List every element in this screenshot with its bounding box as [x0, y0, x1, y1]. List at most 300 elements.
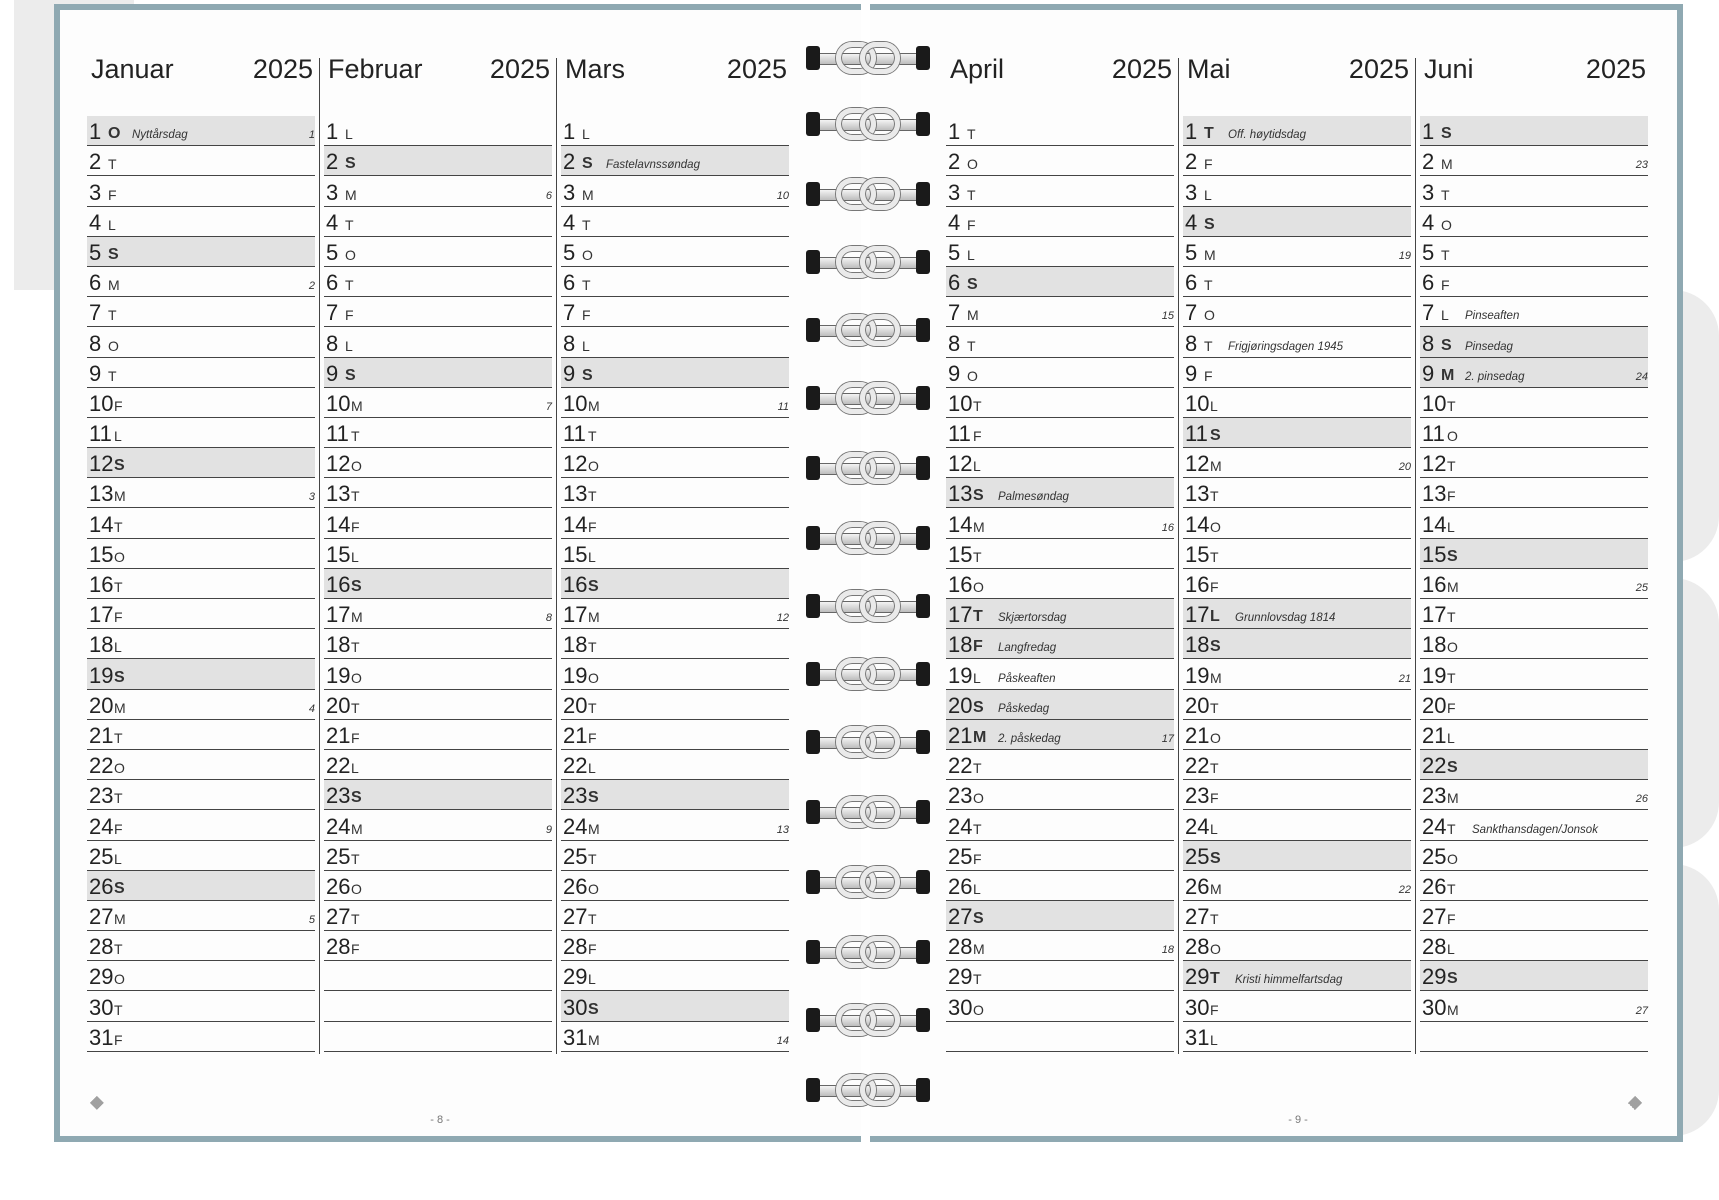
day-row[interactable]	[946, 388, 1174, 418]
day-row[interactable]	[1420, 448, 1648, 478]
day-number: 18	[326, 632, 351, 658]
month-column-januar	[87, 54, 315, 1054]
empty-row[interactable]	[1420, 1022, 1648, 1052]
day-row[interactable]	[1420, 267, 1648, 297]
day-row[interactable]	[946, 237, 1174, 267]
day-row[interactable]	[1183, 237, 1411, 267]
weekday-letter: F	[351, 941, 360, 958]
day-number: 3	[326, 179, 339, 205]
day-row[interactable]	[324, 388, 552, 418]
day-row[interactable]	[946, 690, 1174, 720]
day-row[interactable]	[1420, 690, 1648, 720]
day-row[interactable]	[1183, 418, 1411, 448]
day-row[interactable]	[561, 1022, 789, 1052]
month-name: Mars	[565, 54, 625, 84]
day-row[interactable]	[946, 116, 1174, 146]
day-row[interactable]	[946, 478, 1174, 508]
day-row[interactable]	[1183, 750, 1411, 780]
day-row[interactable]	[87, 720, 315, 750]
day-number: 10	[563, 390, 588, 416]
day-row[interactable]	[561, 841, 789, 871]
day-row[interactable]	[324, 297, 552, 327]
day-row[interactable]	[324, 810, 552, 840]
weekday-letter: M	[1441, 156, 1453, 173]
day-row[interactable]	[561, 931, 789, 961]
day-number: 2	[1185, 149, 1198, 175]
day-number: 7	[1422, 300, 1435, 326]
weekday-letter: O	[108, 337, 119, 354]
weekday-letter: O	[114, 971, 125, 988]
day-row[interactable]	[1420, 871, 1648, 901]
day-row[interactable]	[87, 659, 315, 689]
day-row[interactable]	[87, 750, 315, 780]
day-row[interactable]	[946, 720, 1174, 750]
day-row[interactable]	[87, 871, 315, 901]
day-number: 5	[326, 239, 339, 265]
day-row[interactable]	[561, 991, 789, 1021]
day-row[interactable]	[1420, 418, 1648, 448]
day-row[interactable]	[561, 750, 789, 780]
day-row[interactable]	[324, 690, 552, 720]
day-row[interactable]	[1183, 961, 1411, 991]
spiral-ring	[806, 866, 930, 898]
day-number: 26	[89, 873, 114, 899]
day-number: 27	[326, 904, 351, 930]
day-row[interactable]	[1420, 478, 1648, 508]
day-number: 20	[89, 692, 114, 718]
day-row[interactable]	[87, 931, 315, 961]
weekday-letter: T	[973, 548, 982, 565]
day-number: 22	[1185, 753, 1210, 779]
day-number: 18	[563, 632, 588, 658]
day-row[interactable]	[1420, 750, 1648, 780]
day-row[interactable]	[946, 810, 1174, 840]
day-row[interactable]	[324, 327, 552, 357]
weekday-letter: M	[1204, 246, 1216, 263]
day-row[interactable]	[561, 539, 789, 569]
day-row[interactable]	[324, 176, 552, 206]
day-number: 25	[948, 843, 973, 869]
month-header	[561, 54, 789, 90]
day-number: 24	[1422, 813, 1447, 839]
day-row[interactable]	[324, 780, 552, 810]
empty-row[interactable]	[324, 1022, 552, 1052]
weekday-letter: T	[1210, 911, 1219, 928]
weekday-letter: F	[588, 729, 597, 746]
day-row[interactable]	[561, 358, 789, 388]
day-number: 26	[1422, 873, 1447, 899]
day-number: 21	[89, 722, 114, 748]
day-row[interactable]	[561, 116, 789, 146]
day-row[interactable]	[324, 358, 552, 388]
day-number: 22	[89, 753, 114, 779]
weekday-letter: T	[114, 518, 123, 535]
day-row[interactable]	[1183, 780, 1411, 810]
day-row[interactable]	[561, 901, 789, 931]
day-number: 29	[89, 964, 114, 990]
month-name: Juni	[1424, 54, 1474, 84]
day-row[interactable]	[561, 297, 789, 327]
day-row[interactable]	[324, 539, 552, 569]
weekday-letter: S	[588, 1000, 599, 1018]
day-row[interactable]	[1183, 931, 1411, 961]
day-number: 7	[326, 300, 339, 326]
week-number: 3	[308, 491, 315, 504]
day-row[interactable]	[87, 297, 315, 327]
day-row[interactable]	[561, 690, 789, 720]
day-row[interactable]	[87, 901, 315, 931]
day-row[interactable]	[1420, 569, 1648, 599]
day-row[interactable]	[1420, 841, 1648, 871]
day-row[interactable]	[946, 358, 1174, 388]
day-row[interactable]	[1183, 267, 1411, 297]
weekday-letter: O	[973, 1001, 984, 1018]
day-row[interactable]	[946, 659, 1174, 689]
day-row[interactable]	[324, 478, 552, 508]
day-row[interactable]	[87, 961, 315, 991]
day-number: 19	[326, 662, 351, 688]
spiral-ring	[806, 936, 930, 968]
day-row[interactable]	[1420, 116, 1648, 146]
day-row[interactable]	[946, 901, 1174, 931]
day-row[interactable]	[1183, 720, 1411, 750]
day-number: 13	[948, 481, 973, 507]
day-row[interactable]	[946, 871, 1174, 901]
day-row[interactable]	[87, 146, 315, 176]
weekday-letter: M	[973, 728, 987, 746]
day-number: 9	[1185, 360, 1198, 386]
weekday-letter: T	[1447, 880, 1456, 897]
day-row[interactable]	[561, 448, 789, 478]
month-name: Februar	[328, 54, 423, 84]
day-row[interactable]	[324, 267, 552, 297]
weekday-letter: S	[1210, 638, 1221, 656]
day-row[interactable]	[1183, 448, 1411, 478]
month-column-februar	[324, 54, 552, 1054]
day-row[interactable]	[946, 569, 1174, 599]
day-row[interactable]	[561, 780, 789, 810]
day-row[interactable]	[1420, 931, 1648, 961]
day-row[interactable]	[1183, 176, 1411, 206]
day-row[interactable]	[324, 720, 552, 750]
weekday-letter: O	[967, 156, 978, 173]
day-row[interactable]	[87, 327, 315, 357]
day-row[interactable]	[1420, 629, 1648, 659]
day-row[interactable]	[561, 207, 789, 237]
day-row[interactable]	[946, 931, 1174, 961]
day-row[interactable]	[87, 388, 315, 418]
day-row[interactable]	[1183, 327, 1411, 357]
day-row[interactable]	[1183, 629, 1411, 659]
day-list	[87, 116, 315, 1052]
day-row[interactable]	[946, 146, 1174, 176]
day-row[interactable]	[1420, 539, 1648, 569]
day-row[interactable]	[324, 418, 552, 448]
day-row[interactable]	[1183, 659, 1411, 689]
spiral-ring	[806, 1004, 930, 1036]
day-number: 20	[1185, 692, 1210, 718]
day-row[interactable]	[946, 267, 1174, 297]
day-number: 26	[948, 873, 973, 899]
weekday-letter: T	[967, 126, 976, 143]
day-row[interactable]	[561, 659, 789, 689]
day-row[interactable]	[946, 508, 1174, 538]
day-row[interactable]	[87, 448, 315, 478]
day-row[interactable]	[1420, 327, 1648, 357]
weekday-letter: T	[1204, 337, 1213, 354]
day-number: 7	[89, 300, 102, 326]
day-row[interactable]	[561, 599, 789, 629]
day-row[interactable]	[561, 327, 789, 357]
day-row[interactable]	[1183, 207, 1411, 237]
day-row[interactable]	[1420, 508, 1648, 538]
day-row[interactable]	[324, 901, 552, 931]
day-number: 9	[89, 360, 102, 386]
day-row[interactable]	[87, 418, 315, 448]
day-row[interactable]	[1420, 780, 1648, 810]
day-row[interactable]	[87, 810, 315, 840]
day-row[interactable]	[87, 1022, 315, 1052]
day-row[interactable]	[1183, 478, 1411, 508]
day-row[interactable]	[946, 629, 1174, 659]
weekday-letter: F	[1447, 488, 1456, 505]
day-row[interactable]	[561, 418, 789, 448]
day-row[interactable]	[1183, 599, 1411, 629]
day-row[interactable]	[324, 599, 552, 629]
day-row[interactable]	[87, 237, 315, 267]
day-row[interactable]	[1420, 176, 1648, 206]
day-row[interactable]	[946, 418, 1174, 448]
day-row[interactable]	[87, 629, 315, 659]
weekday-letter: O	[588, 669, 599, 686]
weekday-letter: T	[345, 216, 354, 233]
day-row[interactable]	[561, 176, 789, 206]
day-row[interactable]	[324, 841, 552, 871]
day-row[interactable]	[87, 690, 315, 720]
day-row[interactable]	[87, 267, 315, 297]
day-row[interactable]	[87, 539, 315, 569]
day-row[interactable]	[324, 931, 552, 961]
day-row[interactable]	[561, 810, 789, 840]
day-number: 26	[326, 873, 351, 899]
day-row[interactable]	[324, 448, 552, 478]
weekday-letter: M	[588, 1031, 600, 1048]
day-number: 1	[1422, 119, 1435, 145]
day-row[interactable]	[1183, 569, 1411, 599]
weekday-letter: M	[108, 277, 120, 294]
day-row[interactable]	[1420, 388, 1648, 418]
day-row[interactable]	[1420, 810, 1648, 840]
weekday-letter: O	[351, 880, 362, 897]
day-row[interactable]	[324, 146, 552, 176]
day-row[interactable]	[324, 750, 552, 780]
day-row[interactable]	[561, 146, 789, 176]
day-row[interactable]	[946, 448, 1174, 478]
day-row[interactable]	[1183, 508, 1411, 538]
week-number: 20	[1398, 461, 1411, 474]
day-row[interactable]	[324, 659, 552, 689]
day-row[interactable]	[1183, 901, 1411, 931]
day-row[interactable]	[1183, 116, 1411, 146]
month-name: April	[950, 54, 1005, 84]
day-row[interactable]	[1420, 991, 1648, 1021]
day-row[interactable]	[87, 569, 315, 599]
day-row[interactable]	[561, 629, 789, 659]
day-row[interactable]	[87, 358, 315, 388]
weekday-letter: S	[345, 366, 356, 384]
weekday-letter: F	[114, 1031, 123, 1048]
day-row[interactable]	[561, 569, 789, 599]
day-row[interactable]	[946, 750, 1174, 780]
day-row[interactable]	[561, 478, 789, 508]
day-row[interactable]	[1183, 358, 1411, 388]
day-row[interactable]	[561, 388, 789, 418]
empty-row[interactable]	[324, 991, 552, 1021]
day-number: 28	[1422, 934, 1447, 960]
day-row[interactable]	[946, 176, 1174, 206]
empty-row[interactable]	[324, 961, 552, 991]
weekday-letter: F	[1210, 790, 1219, 807]
day-number: 4	[563, 209, 576, 235]
weekday-letter: M	[973, 941, 985, 958]
day-row[interactable]	[1420, 599, 1648, 629]
weekday-letter: O	[114, 760, 125, 777]
day-number: 16	[326, 572, 351, 597]
day-row[interactable]	[561, 237, 789, 267]
day-row[interactable]	[324, 629, 552, 659]
day-row[interactable]	[1420, 720, 1648, 750]
day-row[interactable]	[87, 478, 315, 508]
day-row[interactable]	[324, 237, 552, 267]
day-row[interactable]	[561, 508, 789, 538]
month-column-mars	[561, 54, 789, 1054]
day-row[interactable]	[87, 207, 315, 237]
day-row[interactable]	[1183, 1022, 1411, 1052]
day-row[interactable]	[324, 569, 552, 599]
day-row[interactable]	[87, 841, 315, 871]
weekday-letter: T	[1204, 277, 1213, 294]
day-row[interactable]	[324, 207, 552, 237]
day-number: 2	[563, 149, 576, 175]
week-number: 18	[1161, 944, 1174, 957]
weekday-letter: T	[351, 850, 360, 867]
weekday-letter: L	[114, 428, 122, 445]
day-row[interactable]	[1183, 810, 1411, 840]
holiday-note: Langfredag	[998, 642, 1057, 655]
day-row[interactable]	[946, 780, 1174, 810]
day-row[interactable]	[946, 297, 1174, 327]
day-number: 11	[948, 421, 971, 447]
weekday-letter: F	[1210, 1001, 1219, 1018]
day-row[interactable]	[1420, 358, 1648, 388]
day-number: 22	[563, 753, 588, 779]
day-row[interactable]	[87, 116, 315, 146]
weekday-letter: T	[1210, 970, 1220, 988]
day-row[interactable]	[1183, 871, 1411, 901]
day-row[interactable]	[1183, 146, 1411, 176]
day-row[interactable]	[946, 961, 1174, 991]
day-row[interactable]	[1183, 991, 1411, 1021]
day-row[interactable]	[946, 327, 1174, 357]
holiday-note: Skjærtorsdag	[998, 612, 1067, 625]
day-row[interactable]	[1183, 841, 1411, 871]
day-row[interactable]	[946, 207, 1174, 237]
day-row[interactable]	[1420, 207, 1648, 237]
day-number: 11	[1185, 421, 1208, 447]
day-row[interactable]	[87, 599, 315, 629]
day-row[interactable]	[1183, 690, 1411, 720]
day-number: 25	[1185, 843, 1210, 869]
spiral-ring	[806, 246, 930, 278]
weekday-letter: T	[1447, 458, 1456, 475]
weekday-letter: L	[588, 971, 596, 988]
day-row[interactable]	[561, 961, 789, 991]
day-row[interactable]	[946, 539, 1174, 569]
day-row[interactable]	[946, 599, 1174, 629]
day-row[interactable]	[324, 508, 552, 538]
weekday-letter: O	[108, 125, 121, 143]
weekday-letter: F	[1441, 277, 1450, 294]
week-number: 17	[1161, 732, 1174, 745]
day-row[interactable]	[1420, 901, 1648, 931]
day-row[interactable]	[87, 508, 315, 538]
day-row[interactable]	[87, 991, 315, 1021]
day-row[interactable]	[324, 116, 552, 146]
day-number: 30	[1422, 994, 1447, 1020]
day-number: 14	[948, 511, 973, 537]
day-list	[1420, 116, 1648, 1052]
day-row[interactable]	[1183, 539, 1411, 569]
weekday-letter: S	[582, 366, 593, 384]
weekday-letter: S	[582, 155, 593, 173]
day-number: 20	[326, 692, 351, 718]
weekday-letter: M	[588, 609, 600, 626]
day-number: 6	[948, 270, 961, 296]
day-row[interactable]	[561, 267, 789, 297]
day-row[interactable]	[946, 841, 1174, 871]
day-row[interactable]	[561, 871, 789, 901]
day-row[interactable]	[87, 780, 315, 810]
day-row[interactable]	[1420, 659, 1648, 689]
day-row[interactable]	[1420, 237, 1648, 267]
day-row[interactable]	[1420, 297, 1648, 327]
day-number: 11	[89, 421, 112, 447]
day-row[interactable]	[946, 991, 1174, 1021]
day-row[interactable]	[1420, 961, 1648, 991]
day-number: 27	[1185, 904, 1210, 930]
day-row[interactable]	[1183, 297, 1411, 327]
weekday-letter: T	[973, 608, 983, 626]
day-number: 25	[1422, 843, 1447, 869]
day-row[interactable]	[324, 871, 552, 901]
empty-row[interactable]	[946, 1022, 1174, 1052]
day-number: 17	[1185, 602, 1210, 628]
day-row[interactable]	[1420, 146, 1648, 176]
day-row[interactable]	[1183, 388, 1411, 418]
day-number: 2	[326, 149, 339, 175]
weekday-letter: T	[1204, 125, 1214, 143]
day-number: 1	[1185, 119, 1198, 145]
weekday-letter: T	[114, 579, 123, 595]
weekday-letter: S	[1441, 125, 1452, 143]
weekday-letter: T	[114, 729, 123, 746]
weekday-letter: T	[973, 397, 982, 414]
day-row[interactable]	[87, 176, 315, 206]
weekday-letter: O	[1210, 729, 1221, 746]
month-header	[1420, 54, 1648, 90]
weekday-letter: T	[1210, 760, 1219, 777]
day-row[interactable]	[561, 720, 789, 750]
